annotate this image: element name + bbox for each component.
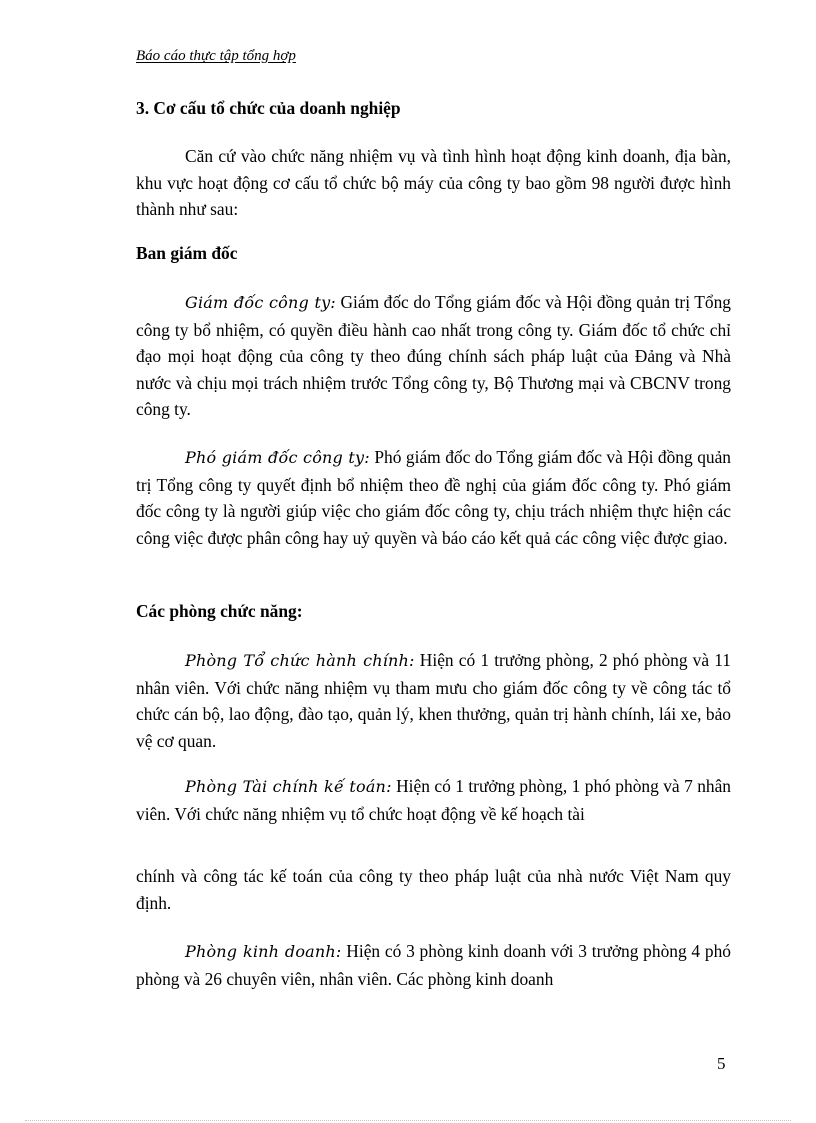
board-heading-block [136,240,731,267]
finance-block [136,773,731,827]
page-number: 5 [717,1054,726,1073]
business-paragraph [136,938,731,992]
business-term: Phòng kinh doanh: [185,942,342,961]
page-bottom-border [25,1120,791,1121]
business-text: Hiện có 3 phòng kinh doanh với 3 trưởng phòng 4 phó phòng và 26 chuyên viên, nhân viên. Các phòng kinh doanh [136,941,731,989]
director-text: Giám đốc do Tổng giám đốc và Hội đồng quản trị Tổng công ty bổ nhiệm, có quyền điều hành cao nhất trong công ty. Giám đốc tổ chức chỉ đạo mọi hoạt động của công ty theo đúng chính sách pháp luật của Đảng và Nhà nước và chịu mọi trách nhiệm trước Tổng công ty, Bộ Thương mại và CBCNV trong công ty. [136,292,731,419]
finance-term: Phòng Tài chính kế toán: [185,777,392,796]
finance-continuation-block [136,863,731,916]
admin-text: Hiện có 1 trưởng phòng, 2 phó phòng và 11 nhân viên. Với chức năng nhiệm vụ tham mưu cho giám đốc công ty về công tác tổ chức cán bộ, lao động, đào tạo, quản lý, khen thưởng, quản trị hành chính, lái xe, bảo vệ cơ quan. [136,650,731,751]
finance-paragraph [136,773,731,827]
deputy-text: Phó giám đốc do Tổng giám đốc và Hội đồng quản trị Tổng công ty quyết định bổ nhiệm theo đề nghị của giám đốc công ty. Phó giám đốc công ty là người giúp việc cho giám đốc công ty, chịu trách nhiệm thực hiện các công việc được phân công hay uỷ quyền và báo cáo kết quả các công việc được giao. [136,447,731,548]
section-heading [136,95,731,122]
director-term: Giám đốc công ty: [185,293,336,312]
business-block [136,938,731,992]
deputy-block [136,444,731,551]
deputy-paragraph [136,444,731,551]
director-block [136,289,731,423]
admin-block [136,647,731,754]
director-paragraph [136,289,731,423]
section-title: 3. Cơ cấu tổ chức của doanh nghiệp [136,98,401,118]
departments-heading: Các phòng chức năng: [136,601,303,621]
finance-continuation: chính và công tác kế toán của công ty theo pháp luật của nhà nước Việt Nam quy định. [136,866,731,913]
admin-term: Phòng Tổ chức hành chính: [185,651,415,670]
running-header: Báo cáo thực tập tổng hợp [136,48,296,64]
deputy-term: Phó giám đốc công ty: [185,448,370,467]
intro-paragraph: Căn cứ vào chức năng nhiệm vụ và tình hình hoạt động kinh doanh, địa bàn, khu vực hoạt động cơ cấu tổ chức bộ máy của công ty bao gồm 98 người được hình thành như sau: [136,146,731,219]
board-heading: Ban giám đốc [136,243,238,263]
intro-block [136,143,731,223]
finance-text: Hiện có 1 trưởng phòng, 1 phó phòng và 7 nhân viên. Với chức năng nhiệm vụ tổ chức hoạt động về kế hoạch tài [136,776,732,824]
admin-paragraph [136,647,731,754]
departments-heading-block [136,598,731,625]
